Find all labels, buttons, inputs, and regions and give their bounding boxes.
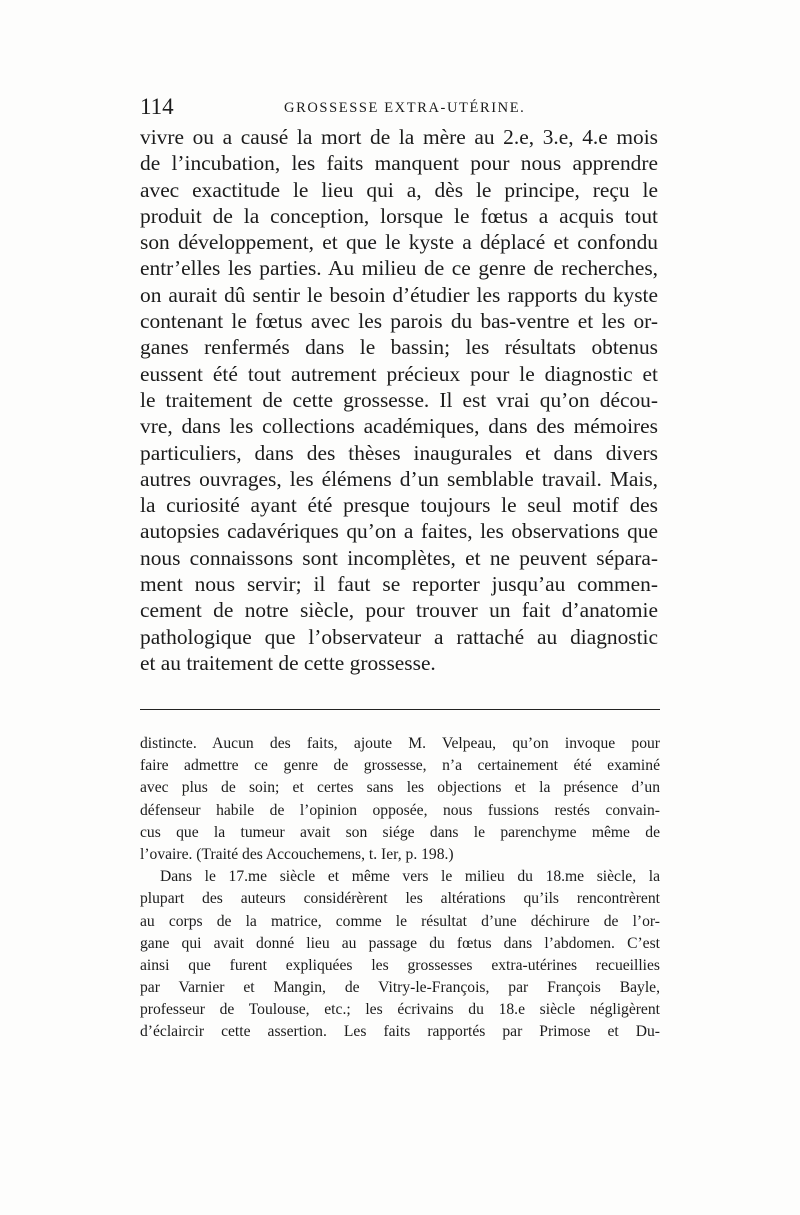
text-line: autopsies cadavériques qu’on a faites, les observations que [140,519,658,544]
page-number: 114 [140,94,174,119]
text-line: produit de la conception, lorsque le fœtus a acquis tout [140,203,658,228]
footnote-line: avec plus de soin; et certes sans les objections et la présence d’un [140,779,660,797]
footnote-line: d’éclaircir cette assertion. Les faits rapportés par Primose et Du- [140,1023,660,1041]
text-line: de l’incubation, les faits manquent pour nous apprendre [140,151,658,176]
text-line: particuliers, dans des thèses inaugurales et dans divers [140,440,658,465]
main-text [140,124,658,676]
text-line: contenant le fœtus avec les parois du bas-ventre et les or- [140,309,658,334]
text-line: eussent été tout autrement précieux pour le diagnostic et [140,361,658,386]
text-line: nous connaissons sont incomplètes, et ne peuvent sépara- [140,545,658,570]
text-line: ment nous servir; il faut se reporter jusqu’au commen- [140,572,658,597]
text-line: vre, dans les collections académiques, dans des mémoires [140,414,658,439]
footnote-line: l’ovaire. (Traité des Accouchemens, t. Ier, p. 198.) [140,845,454,863]
footnote-line: défenseur habile de l’opinion opposée, nous fussions restés convain- [140,801,660,819]
footnote-separator [140,709,660,710]
footnote-line: distincte. Aucun des faits, ajoute M. Velpeau, qu’on invoque pour [140,735,660,752]
footnote-line: gane qui avait donné lieu au passage du fœtus dans l’abdomen. C’est [140,934,660,952]
text-line: ganes renfermés dans le bassin; les résultats obtenus [140,335,658,360]
page-header [140,94,670,122]
text-line: son développement, et que le kyste a déplacé et confondu [140,230,658,255]
text-line: vivre ou a causé la mort de la mère au 2.e, 3.e, 4.e mois [140,125,658,149]
footnote-line: au corps de la matrice, comme le résultat d’une déchirure de l’or- [140,912,660,930]
text-line: entr’elles les parties. Au milieu de ce genre de recherches, [140,256,658,281]
text-line: on aurait dû sentir le besoin d’étudier les rapports du kyste [140,282,658,307]
text-line: pathologique que l’observateur a rattaché au diagnostic [140,624,658,649]
text-line: et au traitement de cette grossesse. [140,650,436,675]
footnote-line: Dans le 17.me siècle et même vers le milieu du 18.me siècle, la [160,868,660,886]
running-title: GROSSESSE EXTRA-UTÉRINE. [284,100,526,116]
text-line: le traitement de cette grossesse. Il est vrai qu’on décou- [140,387,658,412]
footnote-line: professeur de Toulouse, etc.; les écrivains du 18.e siècle négligèrent [140,1001,660,1019]
footnote-line: faire admettre ce genre de grossesse, n’a certainement été examiné [140,757,660,775]
footnote-line: plupart des auteurs considérèrent les altérations qu’ils rencontrèrent [140,890,660,908]
footnote-line: par Varnier et Mangin, de Vitry-le-François, par François Bayle, [140,979,660,997]
text-line: la curiosité ayant été presque toujours le seul motif des [140,493,658,518]
footnote [140,733,660,1044]
text-line: autres ouvrages, les élémens d’un semblable travail. Mais, [140,466,658,491]
text-line: cement de notre siècle, pour trouver un fait d’anatomie [140,598,658,623]
footnote-line: cus que la tumeur avait son siége dans le parenchyme même de [140,823,660,841]
text-line: avec exactitude le lieu qui a, dès le principe, reçu le [140,177,658,202]
footnote-line: ainsi que furent expliquées les grossesses extra-utérines recueillies [140,956,660,974]
